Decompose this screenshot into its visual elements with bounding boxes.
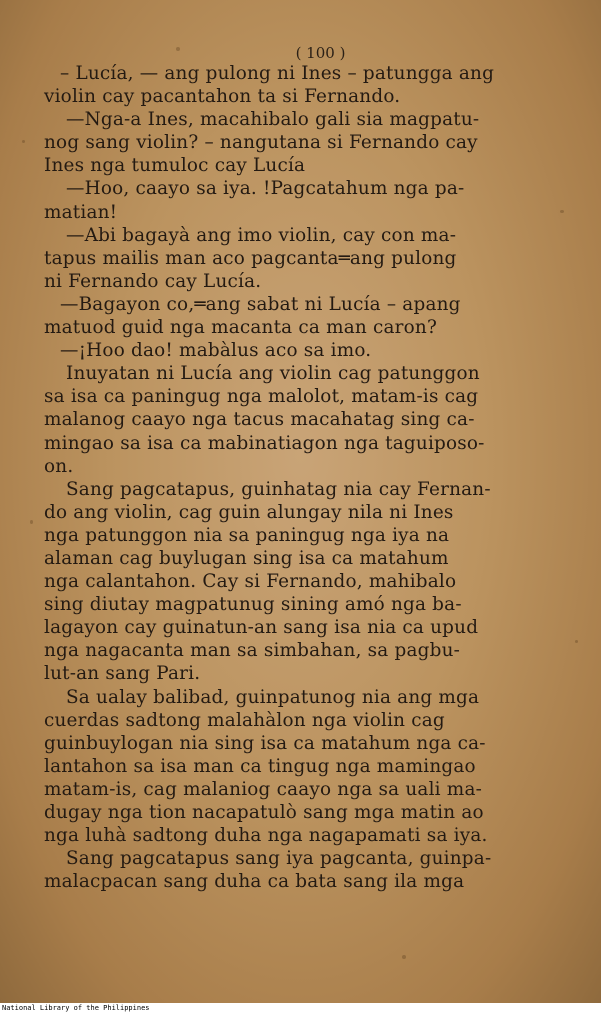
- text-line: on.: [44, 455, 74, 477]
- text-line: —¡Hoo dao! mabàlus aco sa imo.: [60, 340, 372, 362]
- text-line: Sang pagcatapus, guinhatag nia cay Fernan-: [66, 478, 491, 500]
- text-line: nog sang violin? – nangutana si Fernando cay: [44, 132, 478, 154]
- text-line: matam-is, cag malaniog caayo nga sa uali ma-: [44, 778, 483, 800]
- text-line: —Nga-a Ines, macahibalo gali sia magpatu-: [66, 109, 480, 131]
- text-line: lantahon sa isa man ca tingug nga mamingao: [44, 755, 476, 777]
- text-line: Sang pagcatapus sang iya pagcanta, guinpa-: [66, 848, 492, 870]
- paper-speck: [402, 955, 406, 959]
- text-line: – Lucía, — ang pulong ni Ines – patungga ang: [60, 63, 495, 84]
- text-line: sing diutay magpatunug sining amó nga ba-: [44, 594, 462, 616]
- text-line: nga luhà sadtong duha nga nagapamati sa iya.: [44, 825, 488, 847]
- text-line: guinbuylogan nia sing isa ca matahum nga ca-: [44, 732, 486, 754]
- text-line: tapus mailis man aco pagcanta═ang pulong: [44, 247, 457, 269]
- text-line: cuerdas sadtong malahàlon nga violin cag: [44, 709, 445, 731]
- text-line: —Hoo, caayo sa iya. !Pagcatahum nga pa-: [66, 178, 465, 200]
- text-line: —Abi bagayà ang imo violin, cay con ma-: [66, 224, 457, 246]
- text-line: sa isa ca paningug nga malolot, matam-is cag: [44, 386, 479, 408]
- text-line: lut-an sang Pari.: [44, 663, 201, 685]
- text-line: nga nagacanta man sa simbahan, sa pagbu-: [44, 640, 461, 662]
- text-line: lagayon cay guinatun-an sang isa nia ca upud: [44, 617, 479, 639]
- text-line: nga calantahon. Cay si Fernando, mahibalo: [44, 571, 457, 593]
- text-line: ni Fernando cay Lucía.: [44, 270, 262, 292]
- text-line: nga patunggon nia sa paningug nga iya na: [44, 524, 450, 546]
- text-line: —Bagayon co,═ang sabat ni Lucía – apang: [60, 293, 461, 315]
- text-line: dugay nga tion nacapatulò sang mga matin ao: [44, 802, 484, 823]
- text-line: Ines nga tumuloc cay Lucía: [44, 155, 306, 177]
- paper-speck: [22, 140, 25, 143]
- text-line: do ang violin, cag guin alungay nila ni Ines: [44, 501, 454, 523]
- text-line: malanog caayo nga tacus macahatag sing ca-: [44, 409, 475, 431]
- source-credit: National Library of the Philippines: [2, 1004, 150, 1012]
- page-number: ( 100 ): [295, 44, 346, 62]
- text-line: malacpacan sang duha ca bata sang ila mga: [44, 871, 465, 893]
- text-line: Inuyatan ni Lucía ang violin cag patunggon: [66, 363, 480, 385]
- text-line: mingao sa isa ca mabinatiagon nga taguiposo-: [44, 432, 485, 454]
- body-text: [44, 62, 524, 893]
- text-line: alaman cag buylugan sing isa ca matahum: [44, 547, 449, 569]
- paper-speck: [30, 520, 33, 524]
- text-line: matian!: [44, 201, 118, 223]
- text-line: violin cay pacantahon ta si Fernando.: [44, 86, 401, 108]
- paper-speck: [575, 640, 578, 643]
- text-line: matuod guid nga macanta ca man caron?: [44, 317, 438, 339]
- paper-speck: [560, 210, 564, 213]
- text-line: Sa ualay balibad, guinpatunog nia ang mga: [66, 686, 480, 708]
